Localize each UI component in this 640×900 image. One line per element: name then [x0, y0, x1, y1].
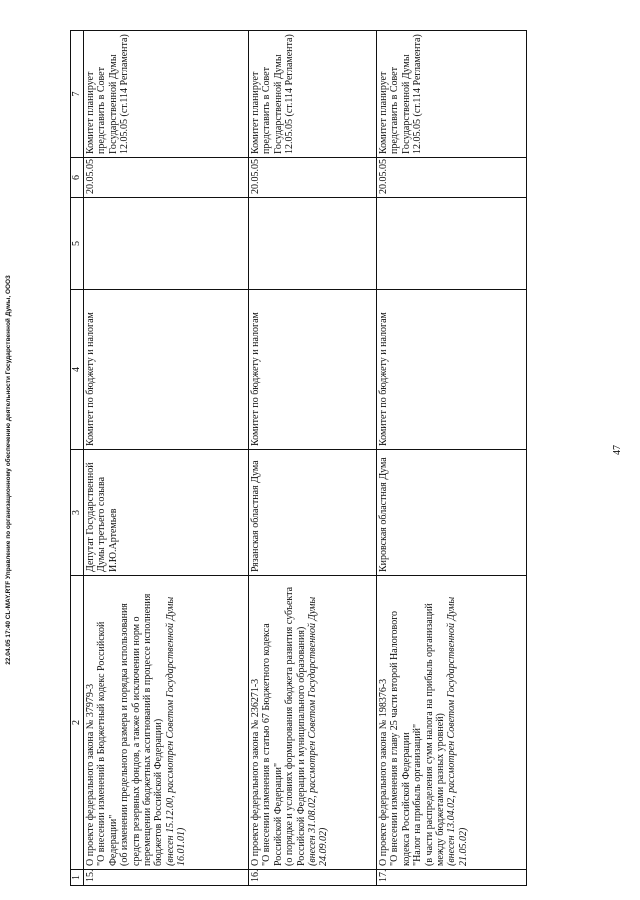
- bill-title-line: (в части распределения сумм налога на прибыль организаций между бюджетами разных уровней): [423, 603, 447, 866]
- responsible-committee: Комитет по бюджету и налогам: [84, 290, 249, 450]
- committee-action: Комитет планирует представить в Совет Государственной Думы 12.05.05 (ст.114 Регламента): [249, 31, 377, 158]
- bill-title-line: "О внесении изменений в Бюджетный кодекс Российской Федерации": [96, 621, 119, 866]
- column-5-cell: [377, 198, 527, 290]
- responsible-committee: Комитет по бюджету и налогам: [249, 290, 377, 450]
- row-number: 17.: [377, 870, 527, 886]
- row-number: 15.: [84, 870, 249, 886]
- page-number: 47: [612, 445, 623, 455]
- planned-date: 20.05.05: [249, 158, 377, 198]
- column-header: 1: [71, 870, 84, 886]
- bill-title-cell: [84, 576, 249, 870]
- table-header-row: [71, 31, 84, 886]
- bill-title-line: (о порядке и условиях формирования бюджета развития субъекта Российской Федерации и муниципального образования): [284, 586, 307, 866]
- bill-author: Депутат Государственной Думы третьего созыва И.Ю.Артемьев: [84, 450, 249, 576]
- column-header: 3: [71, 450, 84, 576]
- bill-author: Рязанская областная Дума: [249, 450, 377, 576]
- committee-action: Комитет планирует представить в Совет Государственной Думы 12.05.05 (ст.114 Регламента): [84, 31, 249, 158]
- bill-title-cell: [249, 576, 377, 870]
- planned-date: 20.05.05: [84, 158, 249, 198]
- bill-title-cell: [377, 576, 527, 870]
- committee-action: Комитет планирует представить в Совет Государственной Думы 12.05.05 (ст.114 Регламента): [377, 31, 527, 158]
- column-header: 7: [71, 31, 84, 158]
- table-row: [84, 31, 249, 886]
- table-row: [377, 31, 527, 886]
- bill-title-line: О проекте федерального закона № 198376-3: [378, 678, 389, 866]
- column-header: 6: [71, 158, 84, 198]
- bill-title-line: О проекте федерального закона № 37979-3: [85, 683, 96, 866]
- column-header: 2: [71, 576, 84, 870]
- row-number: 16.: [249, 870, 377, 886]
- column-header: 4: [71, 290, 84, 450]
- column-header: 5: [71, 198, 84, 290]
- bill-note: (внесен 15.12.00, рассмотрен Советом Государственной Думы 16.01.01): [164, 596, 188, 866]
- column-5-cell: [249, 198, 377, 290]
- responsible-committee: Комитет по бюджету и налогам: [377, 290, 527, 450]
- table-row: [249, 31, 377, 886]
- bill-title-line: (об изменении предельного размера и порядка использования средств резервных фондов, а также об исключении норм о перемещении бюджетных ассигнований в процессе исполнения бюджетов Российской Федерации): [119, 593, 165, 866]
- document-sheet: [70, 31, 605, 886]
- column-5-cell: [84, 198, 249, 290]
- bill-note: (внесен 13.04.02, рассмотрен Советом Государственной Думы 21.05.02): [446, 596, 469, 866]
- bill-note: (внесен 31.08.02, рассмотрен Советом Государственной Думы 24.09.02): [307, 596, 330, 866]
- bill-title-line: "Налог на прибыль организаций": [412, 723, 424, 866]
- document-footer: 22.04.05 17:40 CL-MAY.RTF Управление по организационному обеспечению деятельности Государственной Думы, ООО3: [5, 275, 12, 665]
- bill-title-line: О проекте федерального закона № 236271-3: [250, 678, 261, 866]
- bill-title-line: "О внесении изменения в главу 25 части второй Налогового кодекса Российской Федерации: [389, 610, 412, 866]
- bills-table: [70, 30, 527, 886]
- bill-author: Кировская областная Дума: [377, 450, 527, 576]
- bill-title-line: "О внесении изменения в статью 67 Бюджетного кодекса Российской Федерации": [261, 623, 284, 866]
- planned-date: 20.05.05: [377, 158, 527, 198]
